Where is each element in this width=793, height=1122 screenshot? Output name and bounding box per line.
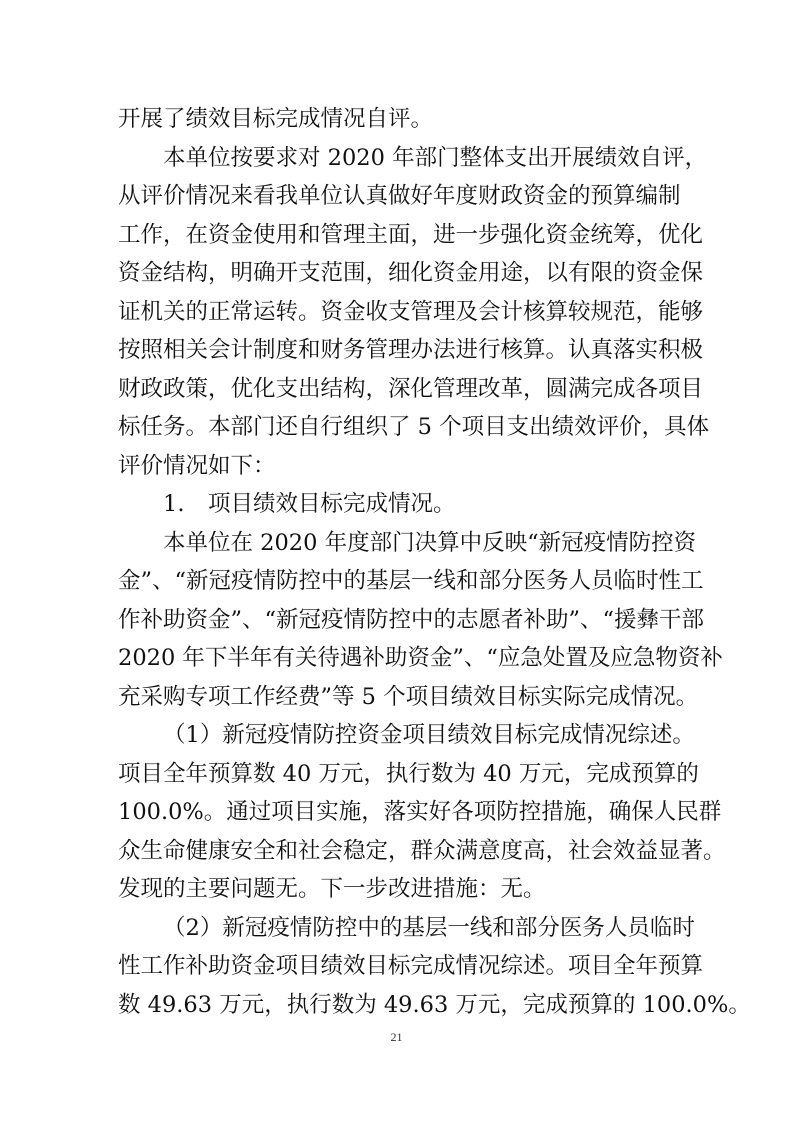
line-text: 2020 年下半年有关待遇补助资金”、“应急处置及应急物资补 <box>118 645 723 671</box>
paragraph-line <box>0 990 793 1020</box>
line-text: 标任务。本部门还自行组织了 5 个项目支出绩效评价，具体 <box>118 414 710 440</box>
line-text: 评价情况如下： <box>118 452 276 479</box>
paragraph-line <box>0 605 793 635</box>
line-text: 资金结构，明确开支范围，细化资金用途，以有限的资金保 <box>118 260 704 286</box>
paragraph-line <box>0 874 793 904</box>
paragraph-line <box>0 258 793 288</box>
line-text: 工作，在资金使用和管理主面，进一步强化资金统筹，优化 <box>118 221 704 248</box>
line-text: 100.0%。通过项目实施，落实好各项防控措施，确保人民群 <box>118 799 722 825</box>
line-text: （1）新冠疫情防控资金项目绩效目标完成情况综述。 <box>163 722 695 748</box>
paragraph-line <box>0 643 793 673</box>
line-text: 发现的主要问题无。下一步改进措施：无。 <box>118 876 546 902</box>
line-text: 性工作补助资金项目绩效目标完成情况综述。项目全年预算 <box>118 953 704 979</box>
paragraph-line <box>0 297 793 327</box>
line-text: 证机关的正常运转。资金收支管理及会计核算较规范，能够 <box>118 298 704 325</box>
line-text: 充采购专项工作经费”等 5 个项目绩效目标实际完成情况。 <box>118 683 699 710</box>
paragraph-line <box>0 951 793 981</box>
paragraph-line <box>0 836 793 866</box>
paragraph-line <box>0 682 793 712</box>
section-title: 项目绩效目标完成情况。 <box>208 491 456 517</box>
paragraph-line <box>0 143 793 173</box>
paragraph-line <box>0 104 793 134</box>
paragraph-line <box>0 451 793 481</box>
paragraph-line <box>0 412 793 442</box>
line-text: 众生命健康安全和社会稳定，群众满意度高，社会效益显著。 <box>118 837 726 864</box>
line-text: 财政政策，优化支出结构，深化管理改革，圆满完成各项目 <box>118 375 704 402</box>
line-text: （2）新冠疫情防控中的基层一线和部分医务人员临时 <box>163 914 695 941</box>
line-text: 开展了绩效目标完成情况自评。 <box>118 106 434 132</box>
section-number: 1. <box>163 491 185 517</box>
paragraph-line <box>0 528 793 558</box>
line-text: 从评价情况来看我单位认真做好年度财政资金的预算编制 <box>118 183 681 209</box>
section-heading <box>0 489 793 519</box>
paragraph-line <box>0 181 793 211</box>
paragraph-line <box>0 374 793 404</box>
line-text: 金”、“新冠疫情防控中的基层一线和部分医务人员临时性工 <box>118 568 704 594</box>
line-text: 本单位按要求对 2020 年部门整体支出开展绩效自评， <box>163 144 708 171</box>
paragraph-line <box>0 797 793 827</box>
paragraph-line <box>0 720 793 750</box>
paragraph-line <box>0 913 793 943</box>
line-text: 作补助资金”、“新冠疫情防控中的志愿者补助”、“援彝干部 <box>118 606 705 633</box>
paragraph-line <box>0 759 793 789</box>
paragraph-line <box>0 566 793 596</box>
paragraph-line <box>0 335 793 365</box>
line-text: 数 49.63 万元，执行数为 49.63 万元，完成预算的 100.0%。 <box>118 991 751 1018</box>
paragraph-line <box>0 220 793 250</box>
line-text: 项目全年预算数 40 万元，执行数为 40 万元，完成预算的 <box>118 760 699 787</box>
line-text: 按照相关会计制度和财务管理办法进行核算。认真落实积极 <box>118 337 704 363</box>
line-text: 本单位在 2020 年度部门决算中反映“新冠疫情防控资 <box>163 529 697 556</box>
page-number: 21 <box>390 1030 403 1044</box>
